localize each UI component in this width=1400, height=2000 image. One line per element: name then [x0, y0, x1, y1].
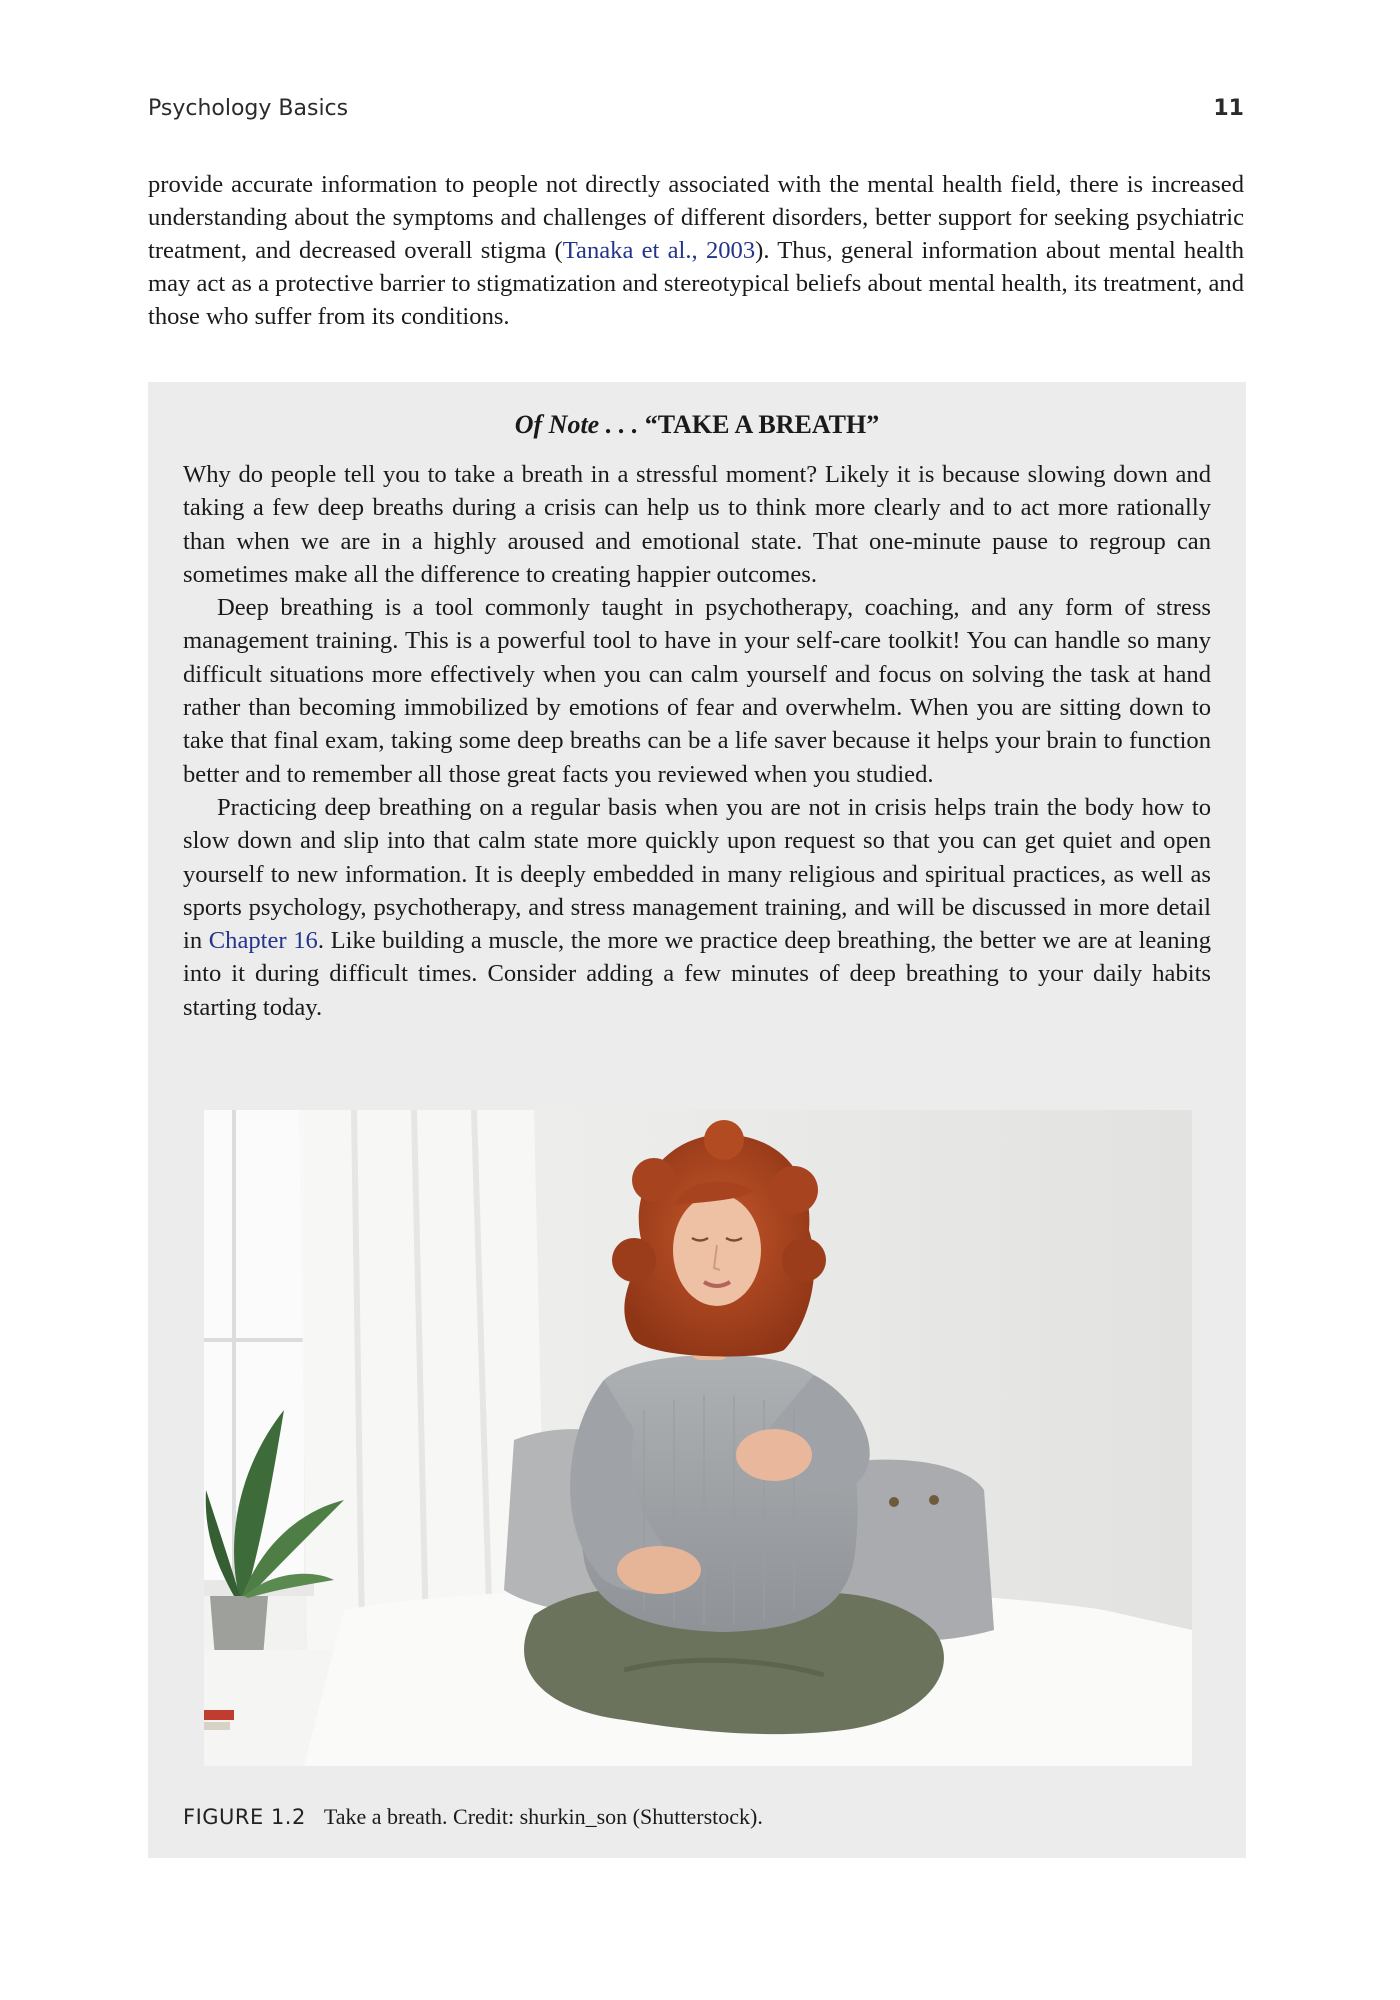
figure-photo [204, 1110, 1192, 1766]
page-number: 11 [1213, 96, 1244, 121]
note-title [148, 410, 1246, 440]
note-title-lead: Of Note . . . [514, 410, 639, 439]
of-note-box [148, 382, 1246, 1858]
running-title: Psychology Basics [148, 96, 349, 121]
figure-caption [183, 1804, 1213, 1830]
note-paragraph-3-start: Practicing deep breathing on a regular basis when you are not in crisis helps train the body how to slow down and slip into that calm state more quickly upon request so that you can get quiet and open yourself to new information. It is deeply embedded in many religious and spiritual practices, as well as sports psychology, psychotherapy, and stress management training, and will be discussed in more detail in [183, 793, 1211, 955]
note-paragraph-3 [183, 791, 1211, 1024]
figure-label: FIGURE 1.2 [183, 1805, 306, 1829]
note-paragraph-1: Why do people tell you to take a breath in a stressful moment? Likely it is because slowing down and taking a few deep breaths during a crisis can help us to think more clearly and to act more rationally than when we are in a highly aroused and emotional state. That one-minute pause to regroup can sometimes make all the difference to creating happier outcomes. [183, 461, 1211, 588]
hand-on-belly [617, 1546, 701, 1594]
note-title-main: “TAKE A BREATH” [644, 410, 880, 439]
intro-text-start: provide accurate information to people not directly associated with the mental health field, there is increased understanding about the symptoms and challenges of different disorders, better support for seeking psychiatric treatment, and decreased overall stigma ( [148, 171, 1244, 264]
chapter-16-link[interactable]: Chapter 16 [208, 927, 318, 955]
intro-text-end: ). Thus, general information about mental health may act as a protective barrier to stigmatization and stereotypical beliefs about mental health, its treatment, and those who suffer from its conditions. [148, 237, 1244, 330]
running-header [148, 96, 1244, 126]
note-body [183, 458, 1211, 1024]
note-paragraph-3-end: . Like building a muscle, the more we practice deep breathing, the better we are at leaning into it during difficult times. Consider adding a few minutes of deep breathing to your daily habits starting today. [183, 927, 1211, 1021]
intro-paragraph [148, 168, 1244, 333]
note-paragraph-2: Deep breathing is a tool commonly taught in psychotherapy, coaching, and any form of stress management training. This is a powerful tool to have in your self-care toolkit! You can handle so many difficult situations more effectively when you can calm yourself and focus on solving the task at hand rather than becoming immobilized by emotions of fear and overwhelm. When you are sitting down to take that final exam, taking some deep breaths can be a life saver because it helps your brain to function better and to remember all those great facts you reviewed when you studied. [183, 594, 1211, 788]
photo-woman-breathing [204, 1110, 1192, 1766]
citation-link-tanaka[interactable]: Tanaka et al., 2003 [562, 237, 756, 264]
figure-caption-text: Take a breath. Credit: shurkin_son (Shutterstock). [323, 1804, 763, 1829]
hand-on-chest [736, 1429, 812, 1481]
